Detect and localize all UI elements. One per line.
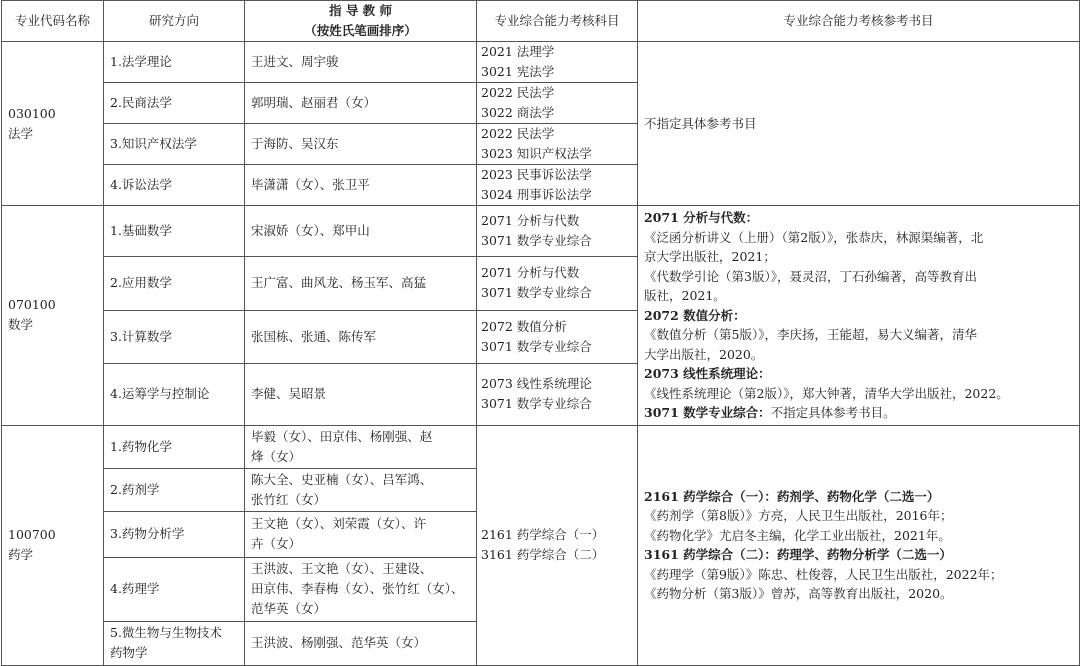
subject-line: 2071 分析与代数 <box>481 213 580 229</box>
subject-cell <box>477 425 638 665</box>
advisor-line: 毕毅（女）、田京伟、杨刚强、赵 <box>251 428 433 444</box>
reference-heading: 2161 药学综合（一）：药剂学、药物化学（二选一） <box>644 488 940 504</box>
header-advisors-line1: 指 导 教 师 <box>328 3 393 18</box>
program-name: 数学 <box>8 317 34 333</box>
subject-line: 3071 数学专业综合 <box>481 285 592 301</box>
reference-heading: 2073 线性系统理论： <box>644 366 771 381</box>
advisor-line: 范华英（女） <box>251 601 327 616</box>
subject-line: 2071 分析与代数 <box>481 265 580 281</box>
subject-line: 3024 刑事诉讼法学 <box>481 187 592 202</box>
direction-cell: 4.运筹学与控制论 <box>104 363 245 425</box>
advisor-cell: 张国栋、张通、陈传军 <box>245 310 477 363</box>
direction-cell: 4.诉讼法学 <box>104 165 245 206</box>
direction-line: 5.微生物与生物技术 <box>110 625 222 640</box>
subject-line: 2022 民法学 <box>481 126 555 141</box>
reference-line: 《数值分析（第5版）》，李庆扬，王能超，易大义编著，清华 <box>644 327 977 342</box>
advisor-cell: 王洪波、杨刚强、范华英（女） <box>245 621 477 665</box>
program-code: 030100 <box>8 105 56 121</box>
header-exam-subject: 专业综合能力考核科目 <box>477 1 638 42</box>
reference-cell <box>638 425 1080 665</box>
reference-heading: 3071 数学专业综合： <box>644 405 771 420</box>
reference-line: 《药物分析（第3版）》曾苏，高等教育出版社，2020。 <box>644 586 953 601</box>
direction-cell <box>104 621 245 665</box>
subject-line: 2072 数值分析 <box>481 318 567 334</box>
advisor-cell <box>245 425 477 468</box>
reference-line <box>644 208 1073 228</box>
subject-line: 3023 知识产权法学 <box>481 146 592 161</box>
subject-line: 2021 法理学 <box>481 44 555 59</box>
direction-cell: 1.基础数学 <box>104 206 245 257</box>
reference-heading: 2072 数值分析： <box>644 307 746 323</box>
program-cell <box>2 425 104 665</box>
program-cell <box>2 42 104 206</box>
reference-line: 京大学出版社，2021； <box>644 249 776 264</box>
header-row <box>2 1 1080 42</box>
direction-line: 药物学 <box>110 645 148 660</box>
table-row <box>2 42 1080 83</box>
reference-text: 不指定具体参考书目。 <box>770 405 896 420</box>
subject-line: 3022 商法学 <box>481 105 555 120</box>
reference-line: 版社，2021。 <box>644 288 726 303</box>
advisor-cell: 李健、吴昭景 <box>245 363 477 425</box>
header-advisors <box>245 1 477 42</box>
subject-cell <box>477 124 638 165</box>
reference-line: 《药物化学》尤启冬主编，化学工业出版社，2021年。 <box>644 527 951 543</box>
advisor-cell: 王进文、周宇骏 <box>245 42 477 83</box>
advisor-cell <box>245 468 477 511</box>
subject-cell <box>477 206 638 257</box>
reference-line: 不指定具体参考书目 <box>644 115 757 131</box>
reference-line <box>644 487 1073 507</box>
reference-line <box>644 545 1073 565</box>
subject-cell <box>477 83 638 124</box>
direction-cell: 2.药剂学 <box>104 468 245 511</box>
reference-line: 《药理学（第9版）》陈忠、杜俊蓉，人民卫生出版社，2022年； <box>644 566 1003 582</box>
reference-line: 《代数学引论（第3版）》，聂灵沼，丁石孙编著，高等教育出 <box>644 268 977 284</box>
subject-cell <box>477 165 638 206</box>
advisor-cell: 宋淑娇（女）、郑甲山 <box>245 206 477 257</box>
program-cell <box>2 206 104 426</box>
reference-cell <box>638 42 1080 206</box>
subject-cell <box>477 363 638 425</box>
reference-heading: 2071 分析与代数： <box>644 210 759 225</box>
advisor-cell: 王广富、曲风龙、杨玉军、高猛 <box>245 257 477 310</box>
program-code: 070100 <box>8 297 56 313</box>
reference-cell <box>638 206 1080 426</box>
header-direction: 研究方向 <box>104 1 245 42</box>
direction-cell: 3.计算数学 <box>104 310 245 363</box>
direction-cell: 3.知识产权法学 <box>104 124 245 165</box>
reference-line: 《泛函分析讲义（上册）（第2版）》，张恭庆，林源渠编著，北 <box>644 229 984 245</box>
reference-line <box>644 364 1073 384</box>
advisor-line: 田京伟、李春梅（女）、张竹红（女）、 <box>251 581 464 596</box>
subject-cell <box>477 42 638 83</box>
subject-line: 3071 数学专业综合 <box>481 396 592 412</box>
advisor-cell <box>245 557 477 621</box>
subject-line: 2161 药学综合（一） <box>481 527 605 542</box>
direction-cell: 3.药物分析学 <box>104 511 245 557</box>
subject-line: 3071 数学专业综合 <box>481 338 592 354</box>
subject-cell <box>477 310 638 363</box>
subject-line: 3161 药学综合（二） <box>481 547 605 562</box>
reference-heading: 3161 药学综合（二）：药理学、药物分析学（二选一） <box>644 547 952 562</box>
program-name: 法学 <box>8 125 34 141</box>
advisor-line: 陈大全、史亚楠（女）、吕军鸿、 <box>251 471 433 487</box>
advisor-cell: 毕潇潇（女）、张卫平 <box>245 165 477 206</box>
direction-cell: 2.应用数学 <box>104 257 245 310</box>
advisor-cell <box>245 511 477 557</box>
reference-line: 大学出版社，2020。 <box>644 346 764 362</box>
header-code: 专业代码名称 <box>2 1 104 42</box>
subject-line: 2073 线性系统理论 <box>481 376 592 392</box>
direction-cell: 2.民商法学 <box>104 83 245 124</box>
reference-line: 《线性系统理论（第2版）》，郑大钟著，清华大学出版社，2022。 <box>644 385 1009 401</box>
header-reference-books: 专业综合能力考核参考书目 <box>638 1 1080 42</box>
header-advisors-line2: （按姓氏笔画排序） <box>304 23 417 38</box>
advisor-line: 烽（女） <box>251 448 302 464</box>
advisor-line: 张竹红（女） <box>251 491 327 507</box>
advisor-line: 王洪波、王文艳（女）、王建设、 <box>251 561 433 576</box>
advisor-line: 卉（女） <box>251 536 302 551</box>
table-row <box>2 425 1080 468</box>
reference-line: 《药剂学（第8版）》方亮，人民卫生出版社，2016年； <box>644 508 953 523</box>
reference-line <box>644 306 1073 326</box>
subject-line: 3071 数学专业综合 <box>481 233 592 249</box>
advisor-cell: 郭明瑞、赵丽君（女） <box>245 83 477 124</box>
reference-line <box>644 403 1073 423</box>
program-name: 药学 <box>8 547 34 562</box>
advisor-line: 王文艳（女）、刘荣霞（女）、许 <box>251 516 427 531</box>
advisor-cell: 于海防、吴汉东 <box>245 124 477 165</box>
table-row <box>2 206 1080 257</box>
direction-cell: 4.药理学 <box>104 557 245 621</box>
direction-cell: 1.药物化学 <box>104 425 245 468</box>
subject-line: 2023 民事诉讼法学 <box>481 167 592 182</box>
subject-line: 2022 民法学 <box>481 85 555 100</box>
program-code: 100700 <box>8 527 56 542</box>
subject-cell <box>477 257 638 310</box>
subject-line: 3021 宪法学 <box>481 64 555 79</box>
direction-cell: 1.法学理论 <box>104 42 245 83</box>
admission-table <box>1 0 1080 666</box>
